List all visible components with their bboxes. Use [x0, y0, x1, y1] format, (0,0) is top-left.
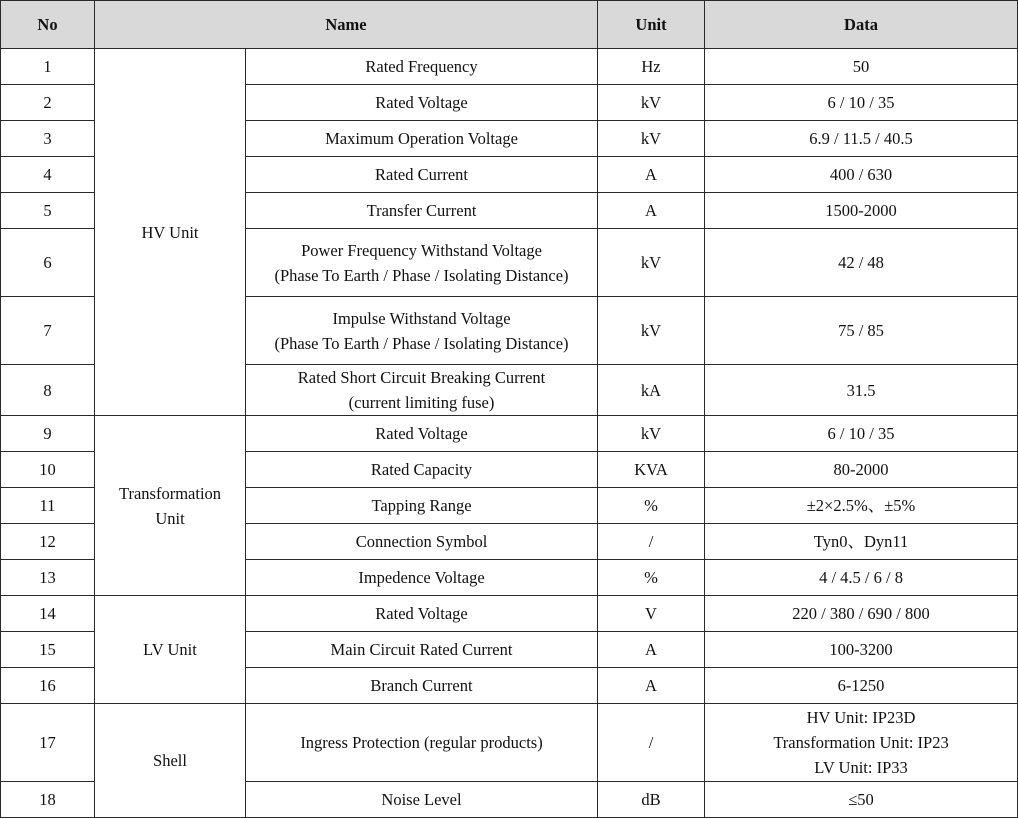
group-shell: Shell [95, 704, 246, 818]
row-data: 31.5 [705, 365, 1018, 416]
row-no: 14 [1, 596, 95, 632]
row-data: 6 / 10 / 35 [705, 416, 1018, 452]
row-name: Rated Voltage [246, 596, 598, 632]
row-data: 80-2000 [705, 452, 1018, 488]
row-unit: kV [598, 229, 705, 297]
row-unit: % [598, 560, 705, 596]
row-no: 2 [1, 85, 95, 121]
header-no: No [1, 1, 95, 49]
row-unit: / [598, 524, 705, 560]
row-no: 12 [1, 524, 95, 560]
row-name: Maximum Operation Voltage [246, 121, 598, 157]
table-row [1, 596, 1018, 632]
row-data: 6 / 10 / 35 [705, 85, 1018, 121]
group-hv-unit: HV Unit [95, 49, 246, 416]
row-data: 4 / 4.5 / 6 / 8 [705, 560, 1018, 596]
row-unit: A [598, 632, 705, 668]
row-no: 7 [1, 297, 95, 365]
row-no: 5 [1, 193, 95, 229]
row-name: Impedence Voltage [246, 560, 598, 596]
row-data: HV Unit: IP23D Transformation Unit: IP23 LV Unit: IP33 [705, 704, 1018, 782]
row-name: Rated Voltage [246, 416, 598, 452]
row-data: 75 / 85 [705, 297, 1018, 365]
row-name: Rated Voltage [246, 85, 598, 121]
row-no: 16 [1, 668, 95, 704]
row-no: 10 [1, 452, 95, 488]
row-data: Tyn0、Dyn11 [705, 524, 1018, 560]
row-no: 13 [1, 560, 95, 596]
row-no: 6 [1, 229, 95, 297]
row-unit: % [598, 488, 705, 524]
row-unit: / [598, 704, 705, 782]
table-row [1, 704, 1018, 782]
row-unit: kV [598, 416, 705, 452]
row-data: ≤50 [705, 782, 1018, 818]
row-unit: KVA [598, 452, 705, 488]
row-no: 15 [1, 632, 95, 668]
row-data: ±2×2.5%、±5% [705, 488, 1018, 524]
row-name: Tapping Range [246, 488, 598, 524]
row-no: 4 [1, 157, 95, 193]
row-no: 18 [1, 782, 95, 818]
row-unit: kV [598, 121, 705, 157]
row-name: Power Frequency Withstand Voltage (Phase To Earth / Phase / Isolating Distance) [246, 229, 598, 297]
row-no: 1 [1, 49, 95, 85]
row-data: 6.9 / 11.5 / 40.5 [705, 121, 1018, 157]
header-data: Data [705, 1, 1018, 49]
row-unit: A [598, 193, 705, 229]
row-name: Main Circuit Rated Current [246, 632, 598, 668]
row-unit: A [598, 668, 705, 704]
row-unit: kA [598, 365, 705, 416]
row-unit: kV [598, 85, 705, 121]
group-lv-unit: LV Unit [95, 596, 246, 704]
row-data: 6-1250 [705, 668, 1018, 704]
row-no: 3 [1, 121, 95, 157]
row-data: 50 [705, 49, 1018, 85]
group-transformation-unit: Transformation Unit [95, 416, 246, 596]
row-unit: Hz [598, 49, 705, 85]
header-unit: Unit [598, 1, 705, 49]
row-no: 8 [1, 365, 95, 416]
row-name: Rated Short Circuit Breaking Current (current limiting fuse) [246, 365, 598, 416]
row-name: Connection Symbol [246, 524, 598, 560]
row-name: Rated Current [246, 157, 598, 193]
row-name: Impulse Withstand Voltage (Phase To Earth / Phase / Isolating Distance) [246, 297, 598, 365]
row-name: Transfer Current [246, 193, 598, 229]
row-data: 1500-2000 [705, 193, 1018, 229]
row-unit: V [598, 596, 705, 632]
table-row [1, 416, 1018, 452]
row-no: 11 [1, 488, 95, 524]
row-name: Noise Level [246, 782, 598, 818]
row-unit: kV [598, 297, 705, 365]
header-name: Name [95, 1, 598, 49]
row-unit: A [598, 157, 705, 193]
row-name: Branch Current [246, 668, 598, 704]
row-no: 9 [1, 416, 95, 452]
row-name: Rated Frequency [246, 49, 598, 85]
row-name: Ingress Protection (regular products) [246, 704, 598, 782]
row-data: 220 / 380 / 690 / 800 [705, 596, 1018, 632]
row-name: Rated Capacity [246, 452, 598, 488]
table-row [1, 49, 1018, 85]
row-data: 42 / 48 [705, 229, 1018, 297]
header-row [1, 1, 1018, 49]
row-no: 17 [1, 704, 95, 782]
row-unit: dB [598, 782, 705, 818]
row-data: 100-3200 [705, 632, 1018, 668]
row-data: 400 / 630 [705, 157, 1018, 193]
